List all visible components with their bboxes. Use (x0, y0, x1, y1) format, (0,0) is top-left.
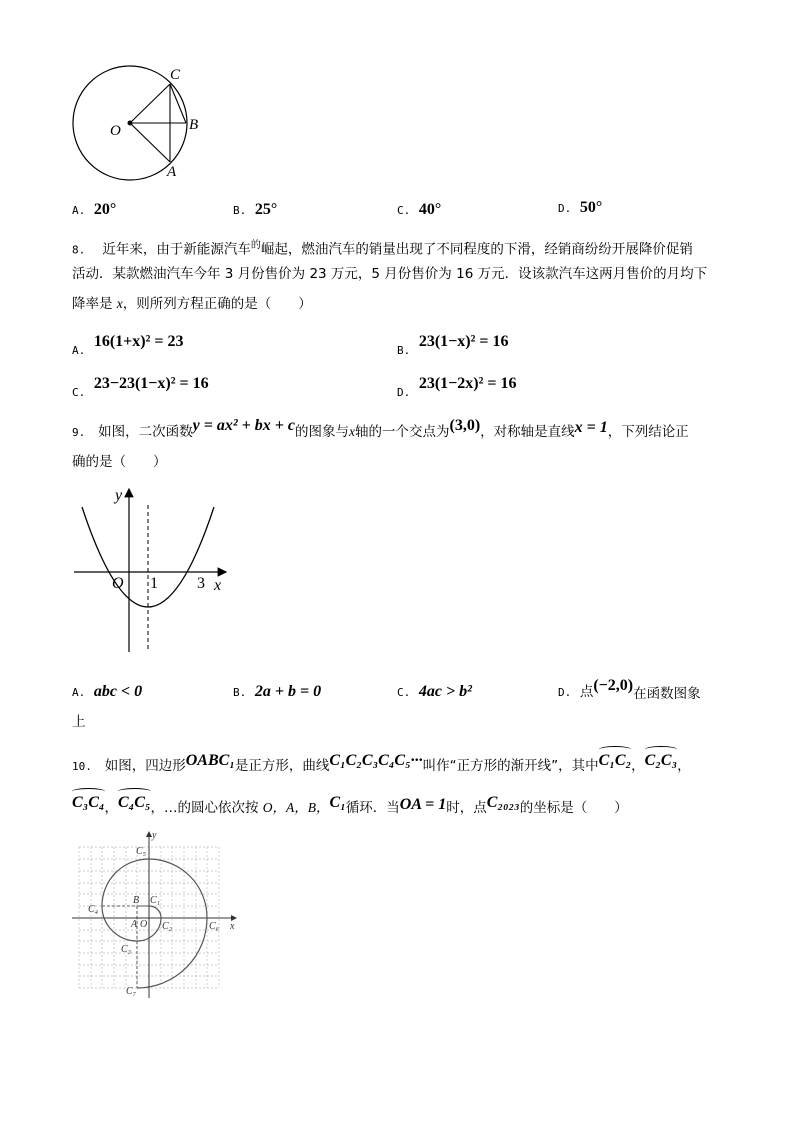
q10-line1: 10. 如图，四边形OABC₁是正方形，曲线C₁C₂C₃C₄C₅···叫作“正方形的渐开线”，其中C₁C₂，C₂C₃， (72, 752, 691, 774)
label-x: x (214, 577, 222, 594)
q9-option-c[interactable]: C. 4ac > b² (397, 683, 472, 700)
q9-option-b[interactable]: B. 2a + b = 0 (233, 683, 322, 700)
label-C1: C₁ (150, 895, 161, 906)
q8-option-a[interactable]: $_{A.}$ 16(1+x)² = 23 (72, 333, 184, 357)
label-B: B (133, 895, 140, 906)
label-x: x (230, 921, 235, 932)
label-C7: C₇ (126, 986, 137, 997)
label-3: 3 (197, 575, 205, 592)
label-y: y (152, 830, 157, 841)
label-C5: C₅ (136, 846, 147, 857)
label-O: O (110, 123, 121, 139)
q7-option-b[interactable]: B. 25° (233, 201, 278, 218)
label-A: A (167, 164, 177, 180)
q9-line2: 确的是（ ） (72, 454, 167, 470)
label-C3: C₃ (121, 944, 132, 955)
q8-line3: 降率是 x，则所列方程正确的是（ ） (72, 296, 312, 312)
q9-option-a[interactable]: A. abc < 0 (72, 683, 143, 700)
q7-circle-figure (60, 55, 230, 185)
label-B: B (189, 117, 199, 133)
q9-line1: 9. 如图，二次函数y = ax² + bx + c的图象与x轴的一个交点为(3,0)，对称轴是直线x = 1，下列结论正 (72, 417, 689, 440)
label-C4: C₄ (88, 904, 99, 915)
label-O: O (112, 575, 124, 592)
q8-line1: 8. 近年来，由于新能源汽车$^的$崛起，燃油汽车的销量出现了不同程度的下滑，经销商纷纷开展降价促销 (72, 240, 693, 258)
q8-option-b[interactable]: $_{B.}$ 23(1−x)² = 16 (397, 333, 509, 357)
q8-option-d[interactable]: $_{D.}$ 23(1−2x)² = 16 (397, 375, 517, 399)
label-C2: C₂ (162, 921, 173, 932)
q7-option-a[interactable]: A. 20° (72, 201, 117, 218)
q10-line2: C₃C₄，C₄C₅，…的圆心依次按 O，A，B，C₁循环．当OA = 1时，点C₂₀₂₃的坐标是（ ） (72, 794, 628, 816)
label-C6: C₆ (209, 921, 220, 932)
label-C: C (170, 67, 181, 83)
q9-parabola-figure (60, 475, 240, 665)
q7-option-c[interactable]: C. 40° (397, 201, 442, 218)
q9-option-d[interactable]: D. 点(−2,0)在函数图象 (558, 677, 701, 702)
label-y: y (115, 487, 123, 504)
q8-line2: 活动．某款燃油汽车今年 3 月份售价为 23 万元，5 月份售价为 16 万元．设该款汽车这两月售价的月均下 (72, 266, 708, 282)
q8-option-c[interactable]: $_{C.}$ 23−23(1−x)² = 16 (72, 375, 209, 399)
q10-involute-figure (70, 830, 250, 1000)
label-A: A (131, 919, 138, 930)
q7-option-d[interactable]: D. 50° (558, 199, 603, 216)
label-1: 1 (150, 575, 158, 592)
q9-option-d-cont: 上 (72, 714, 86, 730)
label-O: O (140, 919, 148, 930)
